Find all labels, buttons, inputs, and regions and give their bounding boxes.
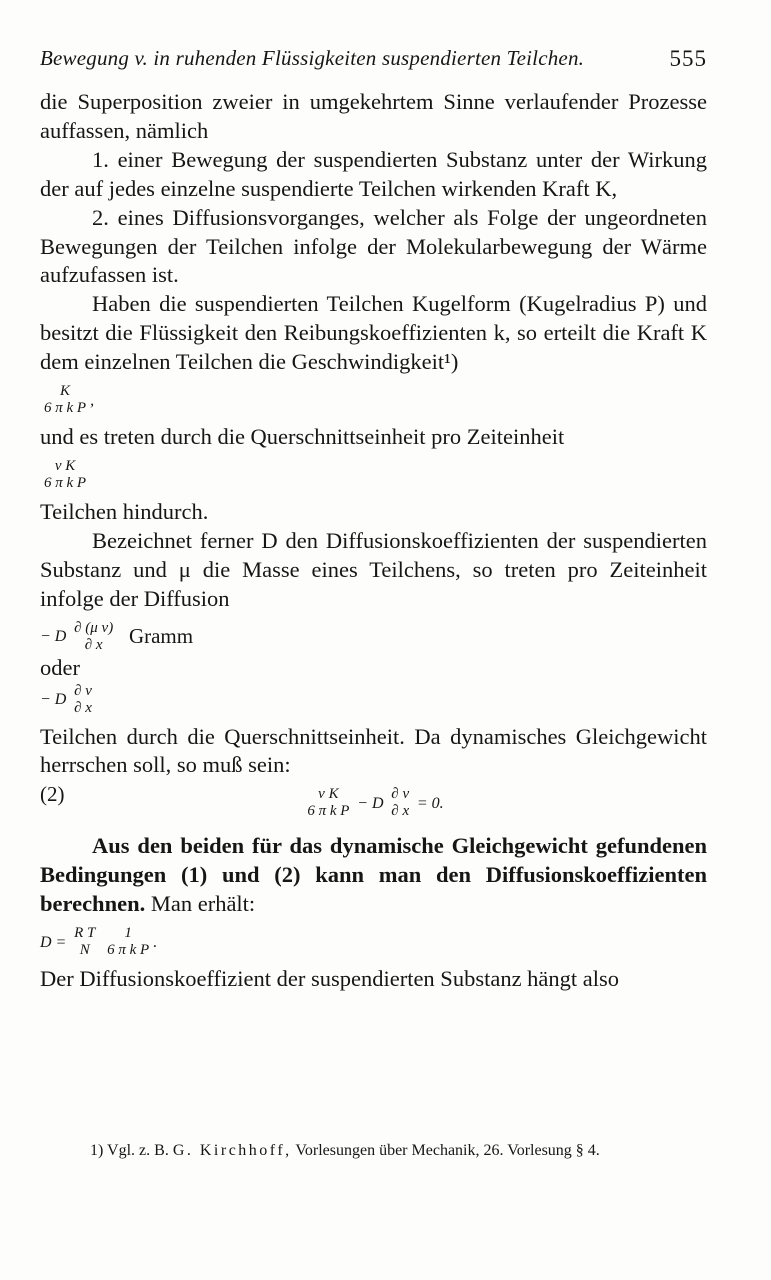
equation-prefix: − D (40, 628, 67, 646)
equation-diffusion-count (40, 683, 707, 717)
text-man-erhaelt: Man erhält: (145, 891, 256, 917)
fraction-stokes (103, 925, 153, 959)
paragraph-berechnen (40, 832, 707, 919)
paragraph-oder: oder (40, 654, 80, 680)
equation-minus-d: − D (357, 794, 384, 812)
fraction-numerator: ∂ ν (391, 786, 410, 803)
fraction-denominator: ∂ x (84, 636, 103, 653)
equation-diffusion-mass (40, 620, 707, 654)
paragraph-haengt: Der Diffusionskoeffizient der suspendierten Substanz hängt also (40, 966, 620, 992)
paragraph-kugelform: Haben die suspendierten Teilchen Kugelform (Kugelradius P) und besitzt die Flüssigkeit den Reibungskoeffizienten k, so erteilt die Kraft K dem einzelnen Teilchen die Geschwindigkeit¹) (40, 291, 707, 375)
paragraph-intro: die Superposition zweier in umgekehrtem Sinne verlaufender Prozesse auffassen, nämlich (40, 89, 707, 143)
fraction-numerator: R T (74, 925, 96, 942)
footnote-marker: 1) Vgl. z. B. (90, 1142, 169, 1159)
equation-result (40, 925, 707, 959)
fraction-numerator: K (60, 383, 71, 400)
fraction-numerator: 1 (124, 925, 132, 942)
equation-velocity (40, 383, 707, 417)
fraction-drift (303, 786, 353, 820)
fraction-denominator: ∂ x (391, 803, 410, 820)
running-title: Bewegung v. in ruhenden Flüssigkeiten suspendierten Teilchen. (40, 46, 585, 70)
fraction-numerator: ∂ (μ ν) (74, 619, 114, 636)
fraction-denominator: 6 π k P (307, 803, 350, 820)
fraction-denominator: 6 π k P (107, 942, 150, 959)
equation-equals-zero: = 0. (416, 794, 444, 812)
equation-comma: , (90, 391, 95, 409)
page-header (40, 40, 707, 76)
list-item-1: 1. einer Bewegung der suspendierten Substanz unter der Wirkung der auf jedes einzelne suspendierte Teilchen wirkenden Kraft K, (40, 146, 707, 201)
paragraph-querschnitt: und es treten durch die Querschnittseinheit pro Zeiteinheit (40, 424, 565, 450)
fraction-velocity (40, 383, 90, 417)
fraction-denominator: 6 π k P (44, 474, 87, 491)
fraction-rt-n (70, 925, 99, 959)
fraction-numerator: ∂ ν (74, 682, 92, 699)
paragraph-hindurch: Teilchen hindurch. (40, 498, 209, 524)
paragraph-gleichgewicht: Teilchen durch die Querschnittseinheit. Da dynamisches Gleichgewicht herrschen soll, so muß sein: (40, 723, 707, 778)
footnote-text (40, 1140, 707, 1161)
fraction-numerator: ν K (318, 786, 339, 803)
fraction-numerator: ν K (54, 457, 76, 474)
equation-unit: Gramm (128, 624, 194, 649)
fraction-gradient (387, 786, 413, 820)
fraction-flux (40, 458, 90, 492)
fraction-denominator: N (79, 942, 90, 959)
equation-lhs: D = (40, 933, 67, 951)
equation-two (40, 782, 707, 820)
equation-prefix: − D (40, 691, 67, 708)
fraction-diffusion-count (70, 683, 96, 717)
equation-number: (2) (40, 782, 65, 807)
list-item-2: 2. eines Diffusionsvorganges, welcher als Folge der ungeordneten Bewegungen der Teilchen infolge der Molekularbewegung der Wärme aufzufassen ist. (40, 204, 707, 288)
paragraph-diffusion: Bezeichnet ferner D den Diffusionskoeffizienten der suspendierten Substanz und μ die Masse eines Teilchens, so treten pro Zeiteinheit infolge der Diffusion (40, 527, 707, 611)
fraction-denominator: 6 π k P (44, 400, 87, 417)
body-text (40, 88, 707, 994)
equation-flux (40, 458, 707, 492)
footnote (40, 1140, 707, 1161)
fraction-denominator: ∂ x (74, 699, 92, 716)
footnote-author: G. Kirchhoff, (172, 1142, 292, 1159)
bold-text: Aus den beiden für das dynamische Gleichgewicht gefundenen Bedingungen (1) und (2) kann man den Diffusionskoeffizienten berechnen. (40, 833, 707, 917)
fraction-diffusion-mass (70, 620, 117, 654)
equation-period: . (153, 933, 158, 951)
page-number: 555 (669, 46, 707, 71)
footnote-rest: Vorlesungen über Mechanik, 26. Vorlesung § 4. (291, 1142, 600, 1159)
